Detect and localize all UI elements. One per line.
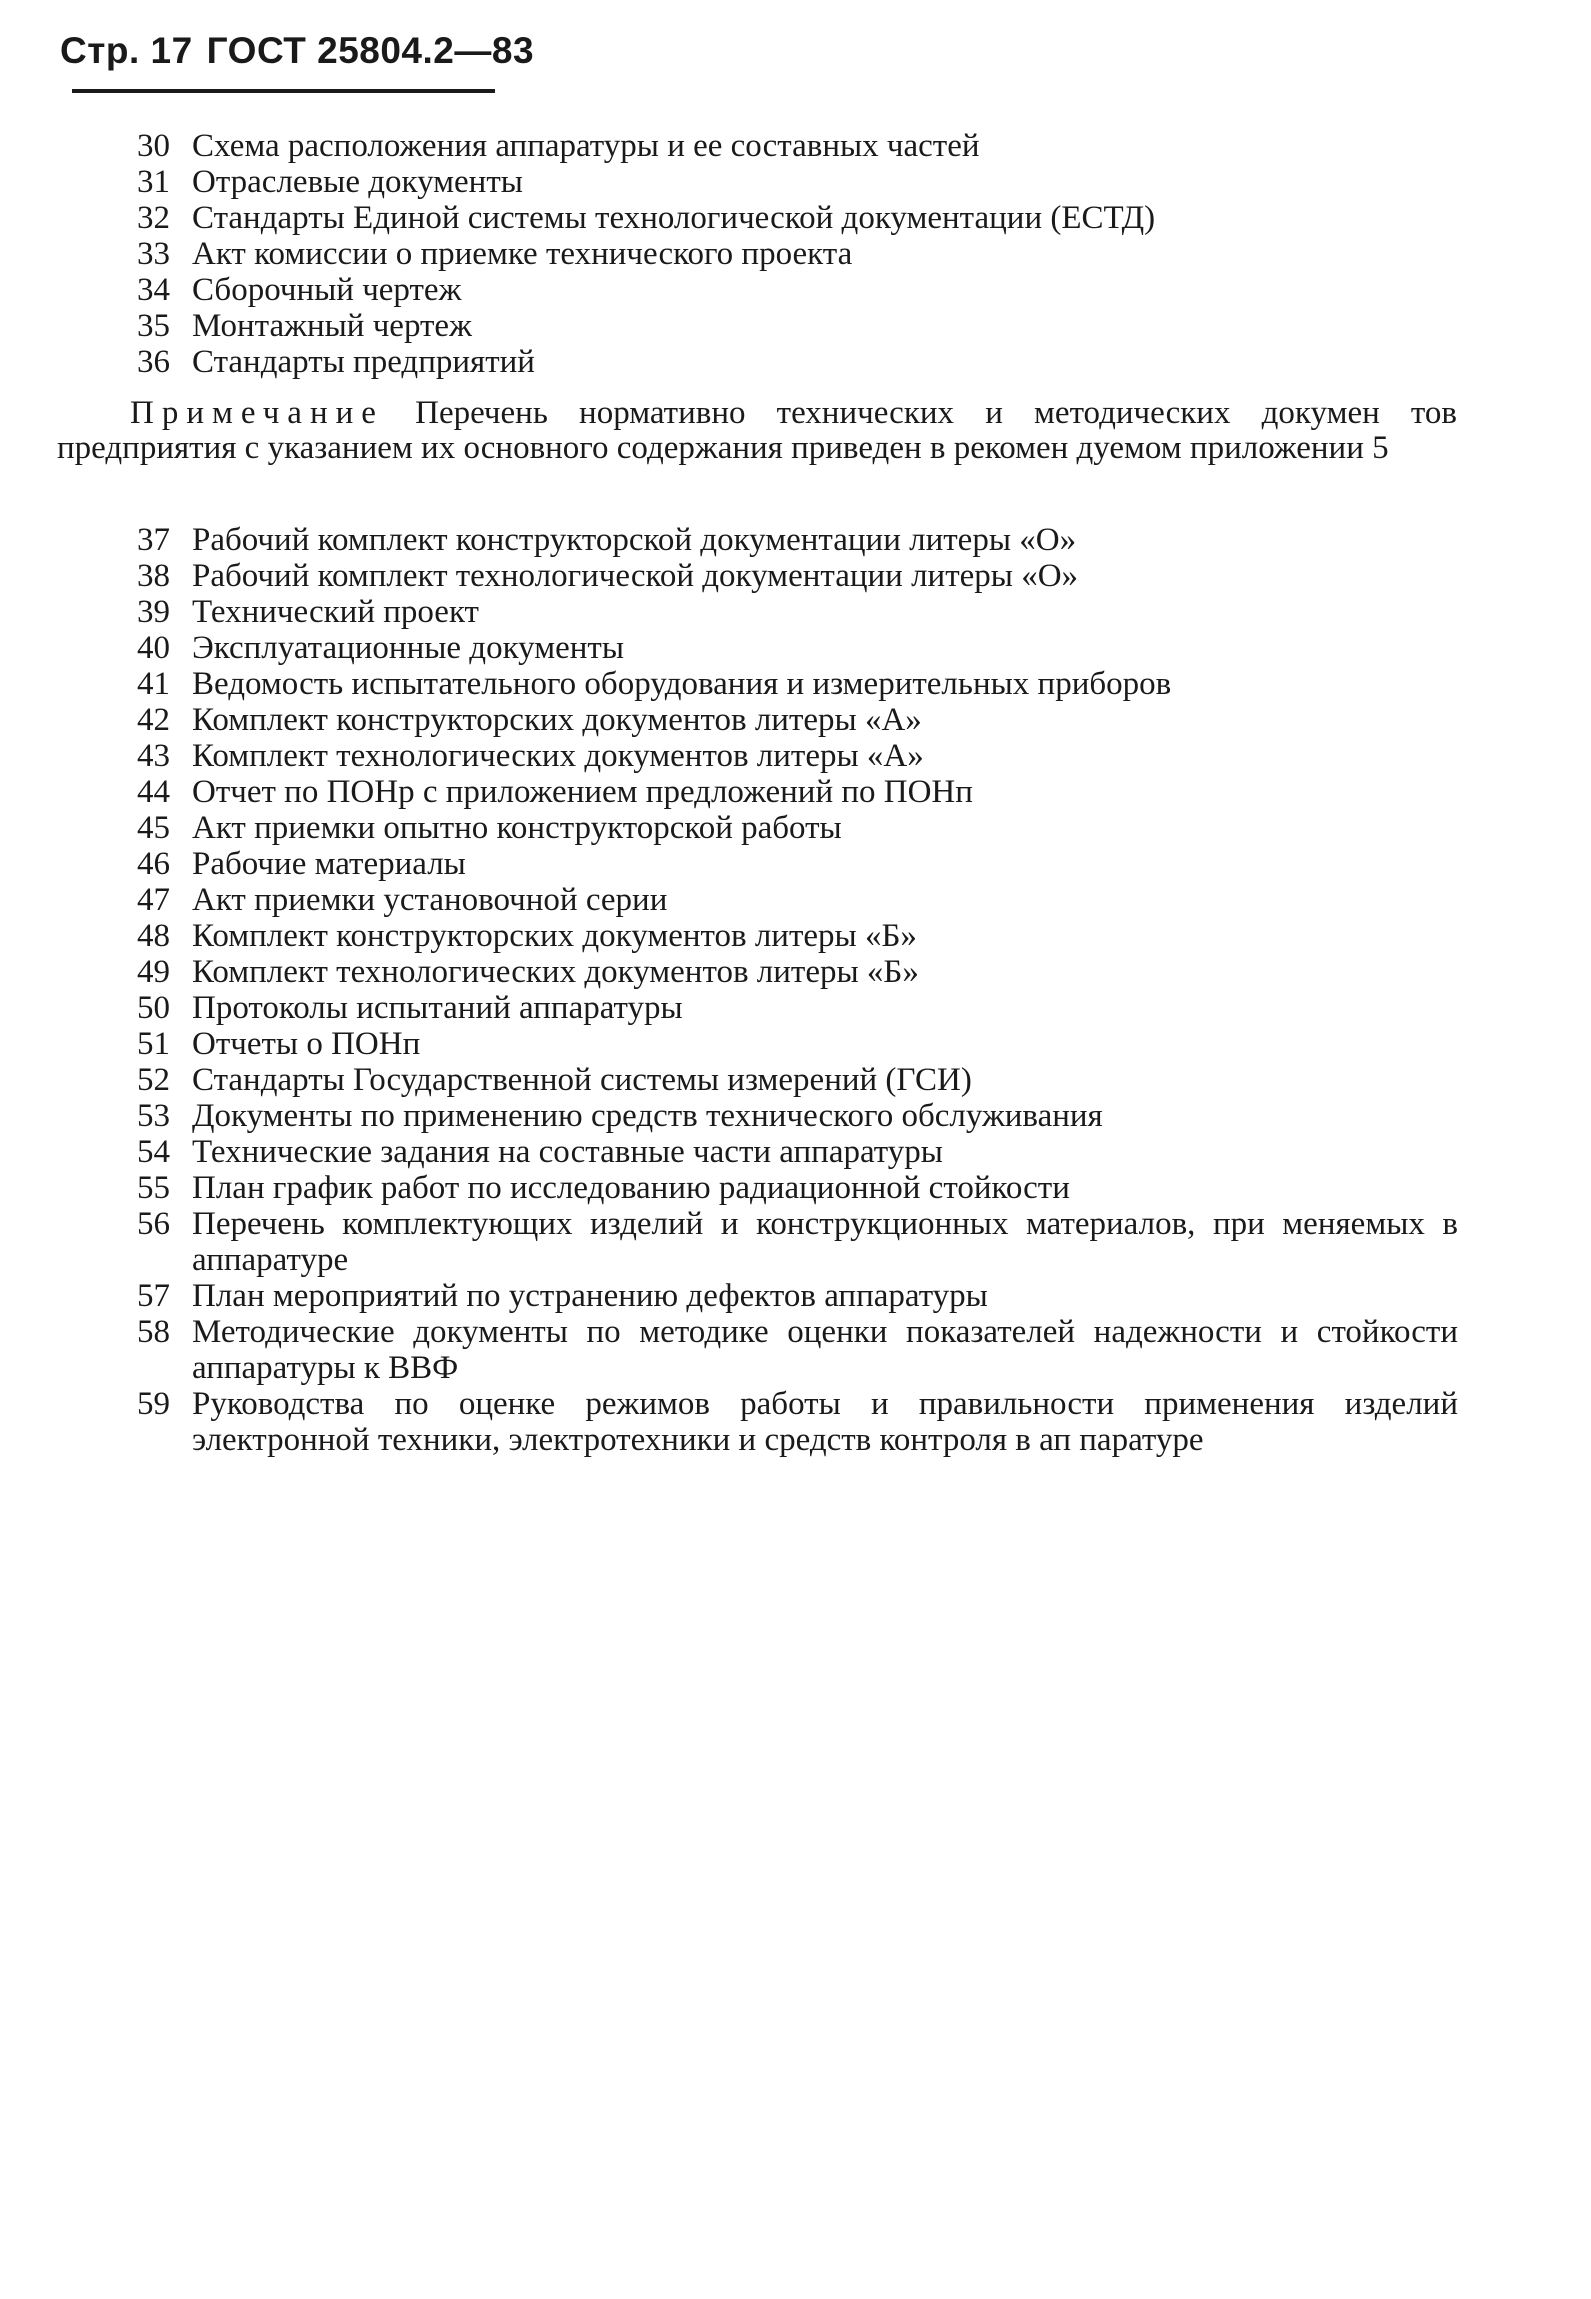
item-number: 39 [137, 594, 170, 630]
item-text: Руководства по оценке режимов работы и правильности применения изделий электронной техники, электротехники и средств контроля в ап паратуре [192, 1386, 1458, 1458]
item-number: 45 [137, 810, 170, 846]
page-header [60, 30, 534, 72]
item-text: Сборочный чертеж [192, 272, 462, 308]
list-item-39 [128, 594, 1458, 630]
item-number: 35 [137, 308, 170, 344]
list-item-55 [128, 1170, 1458, 1206]
list-item-37 [128, 522, 1458, 558]
item-text: Монтажный чертеж [192, 308, 472, 344]
header-rule [72, 89, 495, 93]
item-number: 48 [137, 918, 170, 954]
item-number: 57 [137, 1278, 170, 1314]
item-text: Перечень комплектующих изделий и конструкционных материалов, при меняемых в аппаратуре [192, 1206, 1458, 1278]
item-text: Акт приемки установочной серии [192, 882, 668, 918]
list-item-43 [128, 738, 1458, 774]
item-number: 53 [137, 1098, 170, 1134]
item-number: 50 [137, 990, 170, 1026]
item-text: Комплект конструкторских документов литеры «Б» [192, 918, 917, 954]
list-item-33 [128, 236, 1458, 272]
list-item-34 [128, 272, 1458, 308]
item-text: Комплект технологических документов литеры «А» [192, 738, 924, 774]
list-item-40 [128, 630, 1458, 666]
list-item-47 [128, 882, 1458, 918]
list-item-35 [128, 308, 1458, 344]
list-item-54 [128, 1134, 1458, 1170]
note-text: Перечень нормативно технических и методических докумен тов предприятия с указанием их основного содержания приведен в рекомен дуемом приложении 5 [57, 395, 1458, 466]
item-text: Отчеты о ПОНп [192, 1026, 421, 1062]
item-number: 38 [137, 558, 170, 594]
list-item-42 [128, 702, 1458, 738]
item-text: Акт комиссии о приемке технического проекта [192, 236, 853, 272]
item-number: 44 [137, 774, 170, 810]
item-number: 46 [137, 846, 170, 882]
item-number: 30 [137, 128, 170, 164]
item-text: План график работ по исследованию радиационной стойкости [192, 1170, 1070, 1206]
item-text: Протоколы испытаний аппаратуры [192, 990, 683, 1026]
item-text: Эксплуатационные документы [192, 630, 625, 666]
item-number: 42 [137, 702, 170, 738]
item-text: Технические задания на составные части аппаратуры [192, 1134, 943, 1170]
list-item-52 [128, 1062, 1458, 1098]
page-number: Стр. 17 [60, 30, 193, 71]
list-item-48 [128, 918, 1458, 954]
item-number: 43 [137, 738, 170, 774]
item-number: 49 [137, 954, 170, 990]
list-item-56 [128, 1206, 1458, 1278]
list-item-32 [128, 200, 1458, 236]
item-text: Документы по применению средств технического обслуживания [192, 1098, 1103, 1134]
item-text: Стандарты предприятий [192, 344, 535, 380]
item-text: План мероприятий по устранению дефектов аппаратуры [192, 1278, 988, 1314]
item-text: Акт приемки опытно конструкторской работы [192, 810, 842, 846]
list-item-45 [128, 810, 1458, 846]
list-item-30 [128, 128, 1458, 164]
item-text: Стандарты Единой системы технологической документации (ЕСТД) [192, 200, 1156, 236]
item-text: Рабочий комплект конструкторской документации литеры «О» [192, 522, 1077, 558]
list-item-57 [128, 1278, 1458, 1314]
list-item-50 [128, 990, 1458, 1026]
item-text: Ведомость испытательного оборудования и измерительных приборов [192, 666, 1172, 702]
standard-designation: ГОСТ 25804.2—83 [206, 30, 535, 71]
item-number: 56 [137, 1206, 170, 1242]
item-number: 40 [137, 630, 170, 666]
note-paragraph [57, 396, 1457, 466]
item-number: 58 [137, 1314, 170, 1350]
item-text: Рабочий комплект технологической документации литеры «О» [192, 558, 1079, 594]
item-number: 41 [137, 666, 170, 702]
list-item-36 [128, 344, 1458, 380]
list-item-53 [128, 1098, 1458, 1134]
item-number: 34 [137, 272, 170, 308]
item-number: 33 [137, 236, 170, 272]
item-number: 36 [137, 344, 170, 380]
item-text: Комплект технологических документов литеры «Б» [192, 954, 919, 990]
list-item-51 [128, 1026, 1458, 1062]
item-number: 54 [137, 1134, 170, 1170]
item-number: 37 [137, 522, 170, 558]
item-text: Схема расположения аппаратуры и ее составных частей [192, 128, 980, 164]
item-number: 47 [137, 882, 170, 918]
item-number: 32 [137, 200, 170, 236]
item-number: 52 [137, 1062, 170, 1098]
item-text: Отраслевые документы [192, 164, 523, 200]
item-text: Методические документы по методике оценки показателей надежности и стойкости аппаратуры к ВВФ [192, 1314, 1458, 1386]
list-item-31 [128, 164, 1458, 200]
item-text: Комплект конструкторских документов литеры «А» [192, 702, 922, 738]
note-label: Примечание [130, 395, 384, 431]
item-text: Рабочие материалы [192, 846, 466, 882]
item-text: Стандарты Государственной системы измерений (ГСИ) [192, 1062, 972, 1098]
item-text: Технический проект [192, 594, 479, 630]
item-text: Отчет по ПОНр с приложением предложений по ПОНп [192, 774, 973, 810]
item-number: 59 [137, 1386, 170, 1422]
list-item-58 [128, 1314, 1458, 1386]
list-item-44 [128, 774, 1458, 810]
list-item-49 [128, 954, 1458, 990]
item-number: 31 [137, 164, 170, 200]
item-number: 51 [137, 1026, 170, 1062]
list-item-46 [128, 846, 1458, 882]
list-item-38 [128, 558, 1458, 594]
item-number: 55 [137, 1170, 170, 1206]
list-item-59 [128, 1386, 1458, 1458]
list-item-41 [128, 666, 1458, 702]
